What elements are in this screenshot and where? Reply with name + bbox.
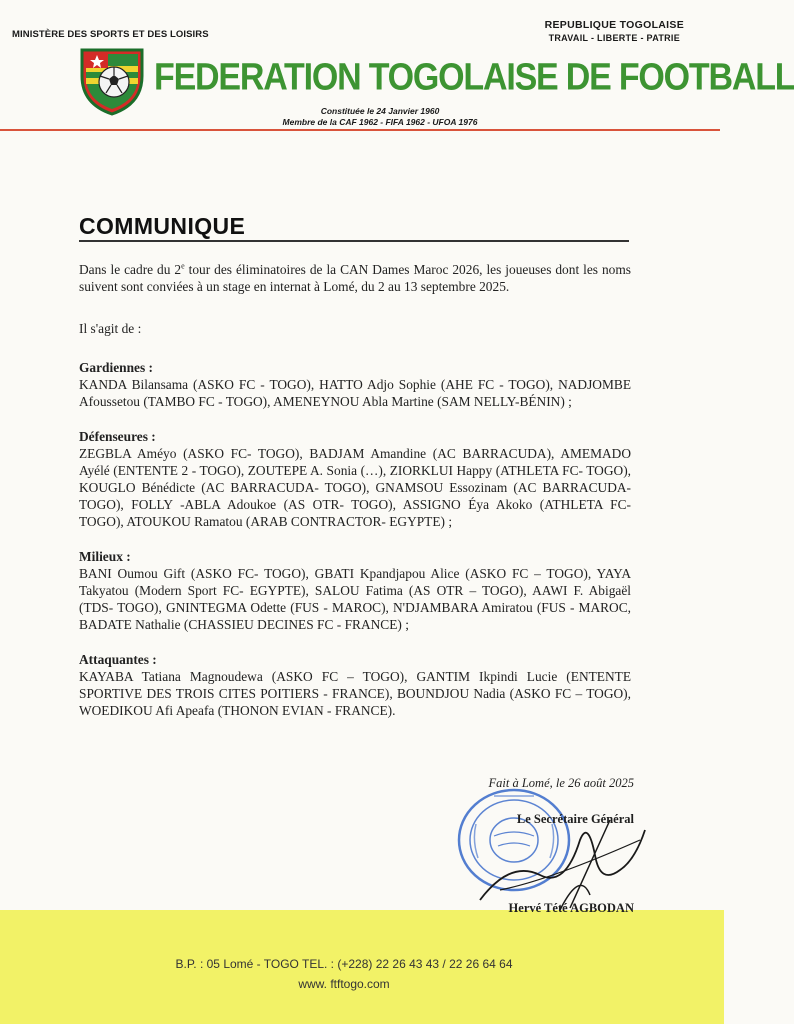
republic-header — [545, 19, 684, 43]
signature-block — [400, 776, 640, 916]
republic-name: REPUBLIQUE TOGOLAISE — [544, 19, 684, 31]
intro-superscript: e — [181, 261, 185, 271]
place-and-date: Fait à Lomé, le 26 août 2025 — [488, 776, 634, 790]
intro-text-start: Dans le cadre du 2 — [79, 262, 182, 277]
federation-info — [230, 106, 530, 128]
republic-motto: TRAVAIL - LIBERTE - PATRIE — [548, 33, 681, 43]
intro-text-end: tour des éliminatoires de la CAN Dames Maroc 2026, les joueuses dont les noms suivent sont conviées à un stage en internat à Lomé, du 2 au 13 septembre 2025. — [79, 262, 631, 294]
footer-address: B.P. : 05 Lomé - TOGO TEL. : (+228) 22 26 43 43 / 22 26 64 64 — [175, 957, 513, 971]
federation-logo-icon — [78, 46, 146, 116]
federation-title: FEDERATION TOGOLAISE DE FOOTBALL — [154, 56, 794, 99]
communique-title: COMMUNIQUE — [79, 213, 246, 239]
title-underline — [79, 240, 629, 242]
signatory-role: Le Secrétaire Général — [516, 812, 634, 826]
ministry-name: MINISTÈRE DES SPORTS ET DES LOISIRS — [12, 29, 209, 40]
membership-info: Membre de la CAF 1962 - FIFA 1962 - UFOA 1976 — [282, 117, 478, 127]
lead-text: Il s'agit de : — [79, 321, 142, 336]
section-text-midfielders: BANI Oumou Gift (ASKO FC- TOGO), GBATI Kpandjapou Alice (ASKO FC – TOGO), YAYA Takyatou (Modern Sport FC- EGYPTE), SALOU Fatima (AS OTR – TOGO), AAWI F. Abigaël (TDS- TOGO), GNINTEGMA Odette (FUS - MAROC), N'DJAMBARA Amiratou (FUS - MAROC, BADATE Nathalie (CHASSIEU DECINES FC - FRANCE) ; — [79, 566, 631, 632]
intro-paragraph — [79, 261, 631, 295]
footer-website: www. ftftogo.com — [298, 977, 390, 991]
section-text-goalkeepers: KANDA Bilansama (ASKO FC - TOGO), HATTO Adjo Sophie (AHE FC - TOGO), NADJOMBE Afoussetou (TAMBO FC - TOGO), AMENEYNOU Abla Martine (SAM NELLY-BÉNIN) ; — [79, 377, 631, 409]
section-heading-forwards: Attaquantes : — [79, 652, 157, 667]
header-divider — [0, 129, 720, 131]
section-heading-defenders: Défenseures : — [79, 429, 156, 444]
signatory-name: Hervé Tété AGBODAN — [508, 901, 634, 915]
section-text-forwards: KAYABA Tatiana Magnoudewa (ASKO FC – TOGO), GANTIM Ikpindi Lucie (ENTENTE SPORTIVE DES TROIS CITES POITIERS - FRANCE), BOUNDJOU Nadia (ASKO FC – TOGO), WOEDIKOU Afi Apeafa (THONON EVIAN - FRANCE). — [79, 669, 631, 718]
founding-date: Constituée le 24 Janvier 1960 — [320, 106, 440, 116]
section-heading-midfielders: Milieux : — [79, 549, 131, 564]
communique-body — [79, 261, 631, 719]
section-text-defenders: ZEGBLA Améyo (ASKO FC- TOGO), BADJAM Amandine (AC BARRACUDA), AMEMADO Ayélé (ENTENTE 2 - TOGO), ZOUTEPE A. Sonia (…), ZIORKLUI Happy (ATHLETA FC- TOGO), KOUGLO Bénédicte (AC BARRACUDA- TOGO), GNAMSOU Essozinam (AC BARRACUDA- TOGO), FOLLY -ABLA Adoukoe (AS OTR- TOGO), ASSIGNO Éya Akoko (ATHLETA FC- TOGO), ATOUKOU Ramatou (ARAB CONTRACTOR- EGYPTE) ; — [79, 446, 631, 529]
section-heading-goalkeepers: Gardiennes : — [79, 360, 154, 375]
